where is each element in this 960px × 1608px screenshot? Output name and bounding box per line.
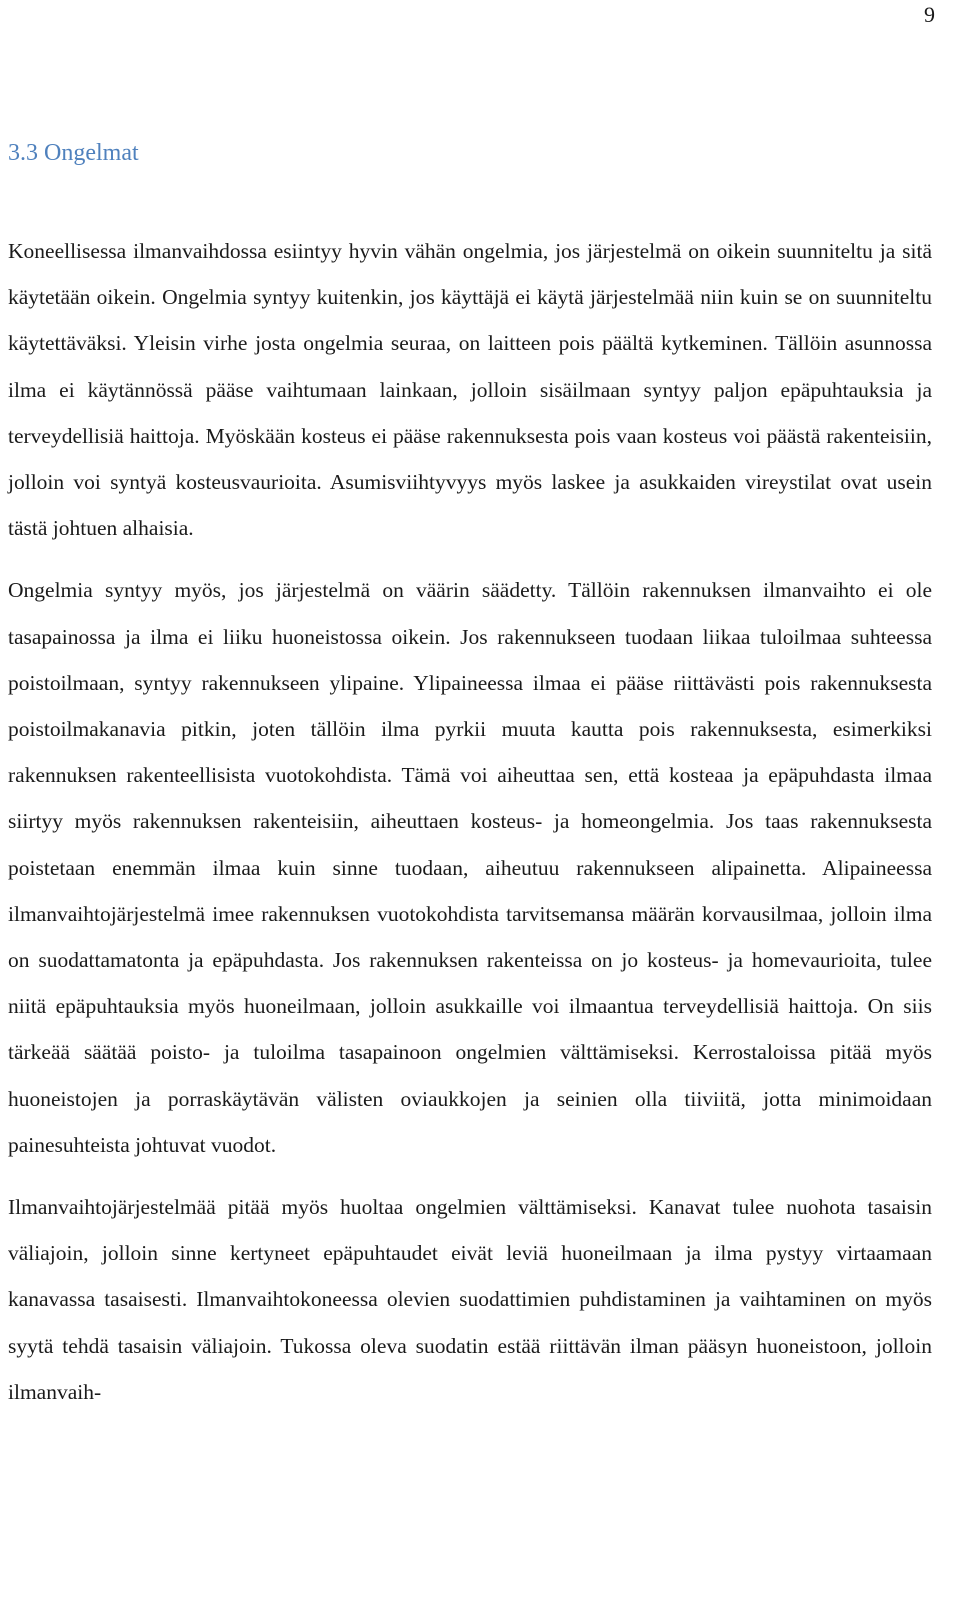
- page-number: 9: [924, 2, 935, 27]
- section-heading: 3.3 Ongelmat: [8, 140, 139, 166]
- paragraph-usage-problems: Koneellisessa ilmanvaihdossa esiintyy hyvin vähän ongelmia, jos järjestelmä on oikein suunniteltu ja sitä käytetään oikein. Ongelmia syntyy kuitenkin, jos käyttäjä ei käytä järjestelmää niin kuin se on suunniteltu käytettäväksi. Yleisin virhe josta ongelmia seuraa, on laitteen pois päältä kytkeminen. Tällöin asunnossa ilma ei käytännössä pääse vaihtumaan lainkaan, jolloin sisäilmaan syntyy paljon epäpuhtauksia ja terveydellisiä haittoja. Myöskään kosteus ei pääse rakennuksesta pois vaan kosteus voi päästä rakenteisiin, jolloin voi syntyä kosteusvaurioita. Asumisviihtyvyys myös laskee ja asukkaiden vireystilat ovat usein tästä johtuen alhaisia.: [8, 239, 932, 541]
- paragraph-balance-problems: Ongelmia syntyy myös, jos järjestelmä on väärin säädetty. Tällöin rakennuksen ilmanvaihto ei ole tasapainossa ja ilma ei liiku huoneistossa oikein. Jos rakennukseen tuodaan liikaa tuloilmaa suhteessa poistoilmaan, syntyy rakennukseen ylipaine. Ylipaineessa ilmaa ei pääse riittävästi pois rakennuksesta poistoilmakanavia pitkin, joten tällöin ilma pyrkii muuta kautta pois rakennuksesta, esimerkiksi rakennuksen rakenteellisista vuotokohdista. Tämä voi aiheuttaa sen, että kosteaa ja epäpuhdasta ilmaa siirtyy myös rakennuksen rakenteisiin, aiheuttaen kosteus- ja homeongelmia. Jos taas rakennuksesta poistetaan enemmän ilmaa kuin sinne tuodaan, aiheutuu rakennukseen alipainetta. Alipaineessa ilmanvaihtojärjestelmä imee rakennuksen vuotokohdista tarvitsemansa määrän korvausilmaa, jolloin ilma on suodattamatonta ja epäpuhdasta. Jos rakennuksen rakenteissa on jo kosteus- ja homevaurioita, tulee niitä epäpuhtauksia myös huoneilmaan, jolloin asukkaille voi ilmaantua terveydellisiä haittoja. On siis tärkeää säätää poisto- ja tuloilma tasapainoon ongelmien välttämiseksi. Kerrostaloissa pitää myös huoneistojen ja porraskäytävän välisten oviaukkojen ja seinien olla tiiviitä, jotta minimoidaan painesuhteista johtuvat vuodot.: [8, 578, 932, 1157]
- paragraph-maintenance: Ilmanvaihtojärjestelmää pitää myös huoltaa ongelmien välttämiseksi. Kanavat tulee nuohota tasaisin väliajoin, jolloin sinne kertyneet epäpuhtaudet eivät leviä huoneilmaan ja ilma pystyy virtaamaan kanavassa tasaisesti. Ilmanvaihtokoneessa olevien suodattimien puhdistaminen ja vaihtaminen on myös syytä tehdä tasaisin väliajoin. Tukossa oleva suodatin estää riittävän ilman pääsyn huoneistoon, jolloin ilmanvaih-: [8, 1195, 932, 1404]
- body-text: [8, 228, 932, 1415]
